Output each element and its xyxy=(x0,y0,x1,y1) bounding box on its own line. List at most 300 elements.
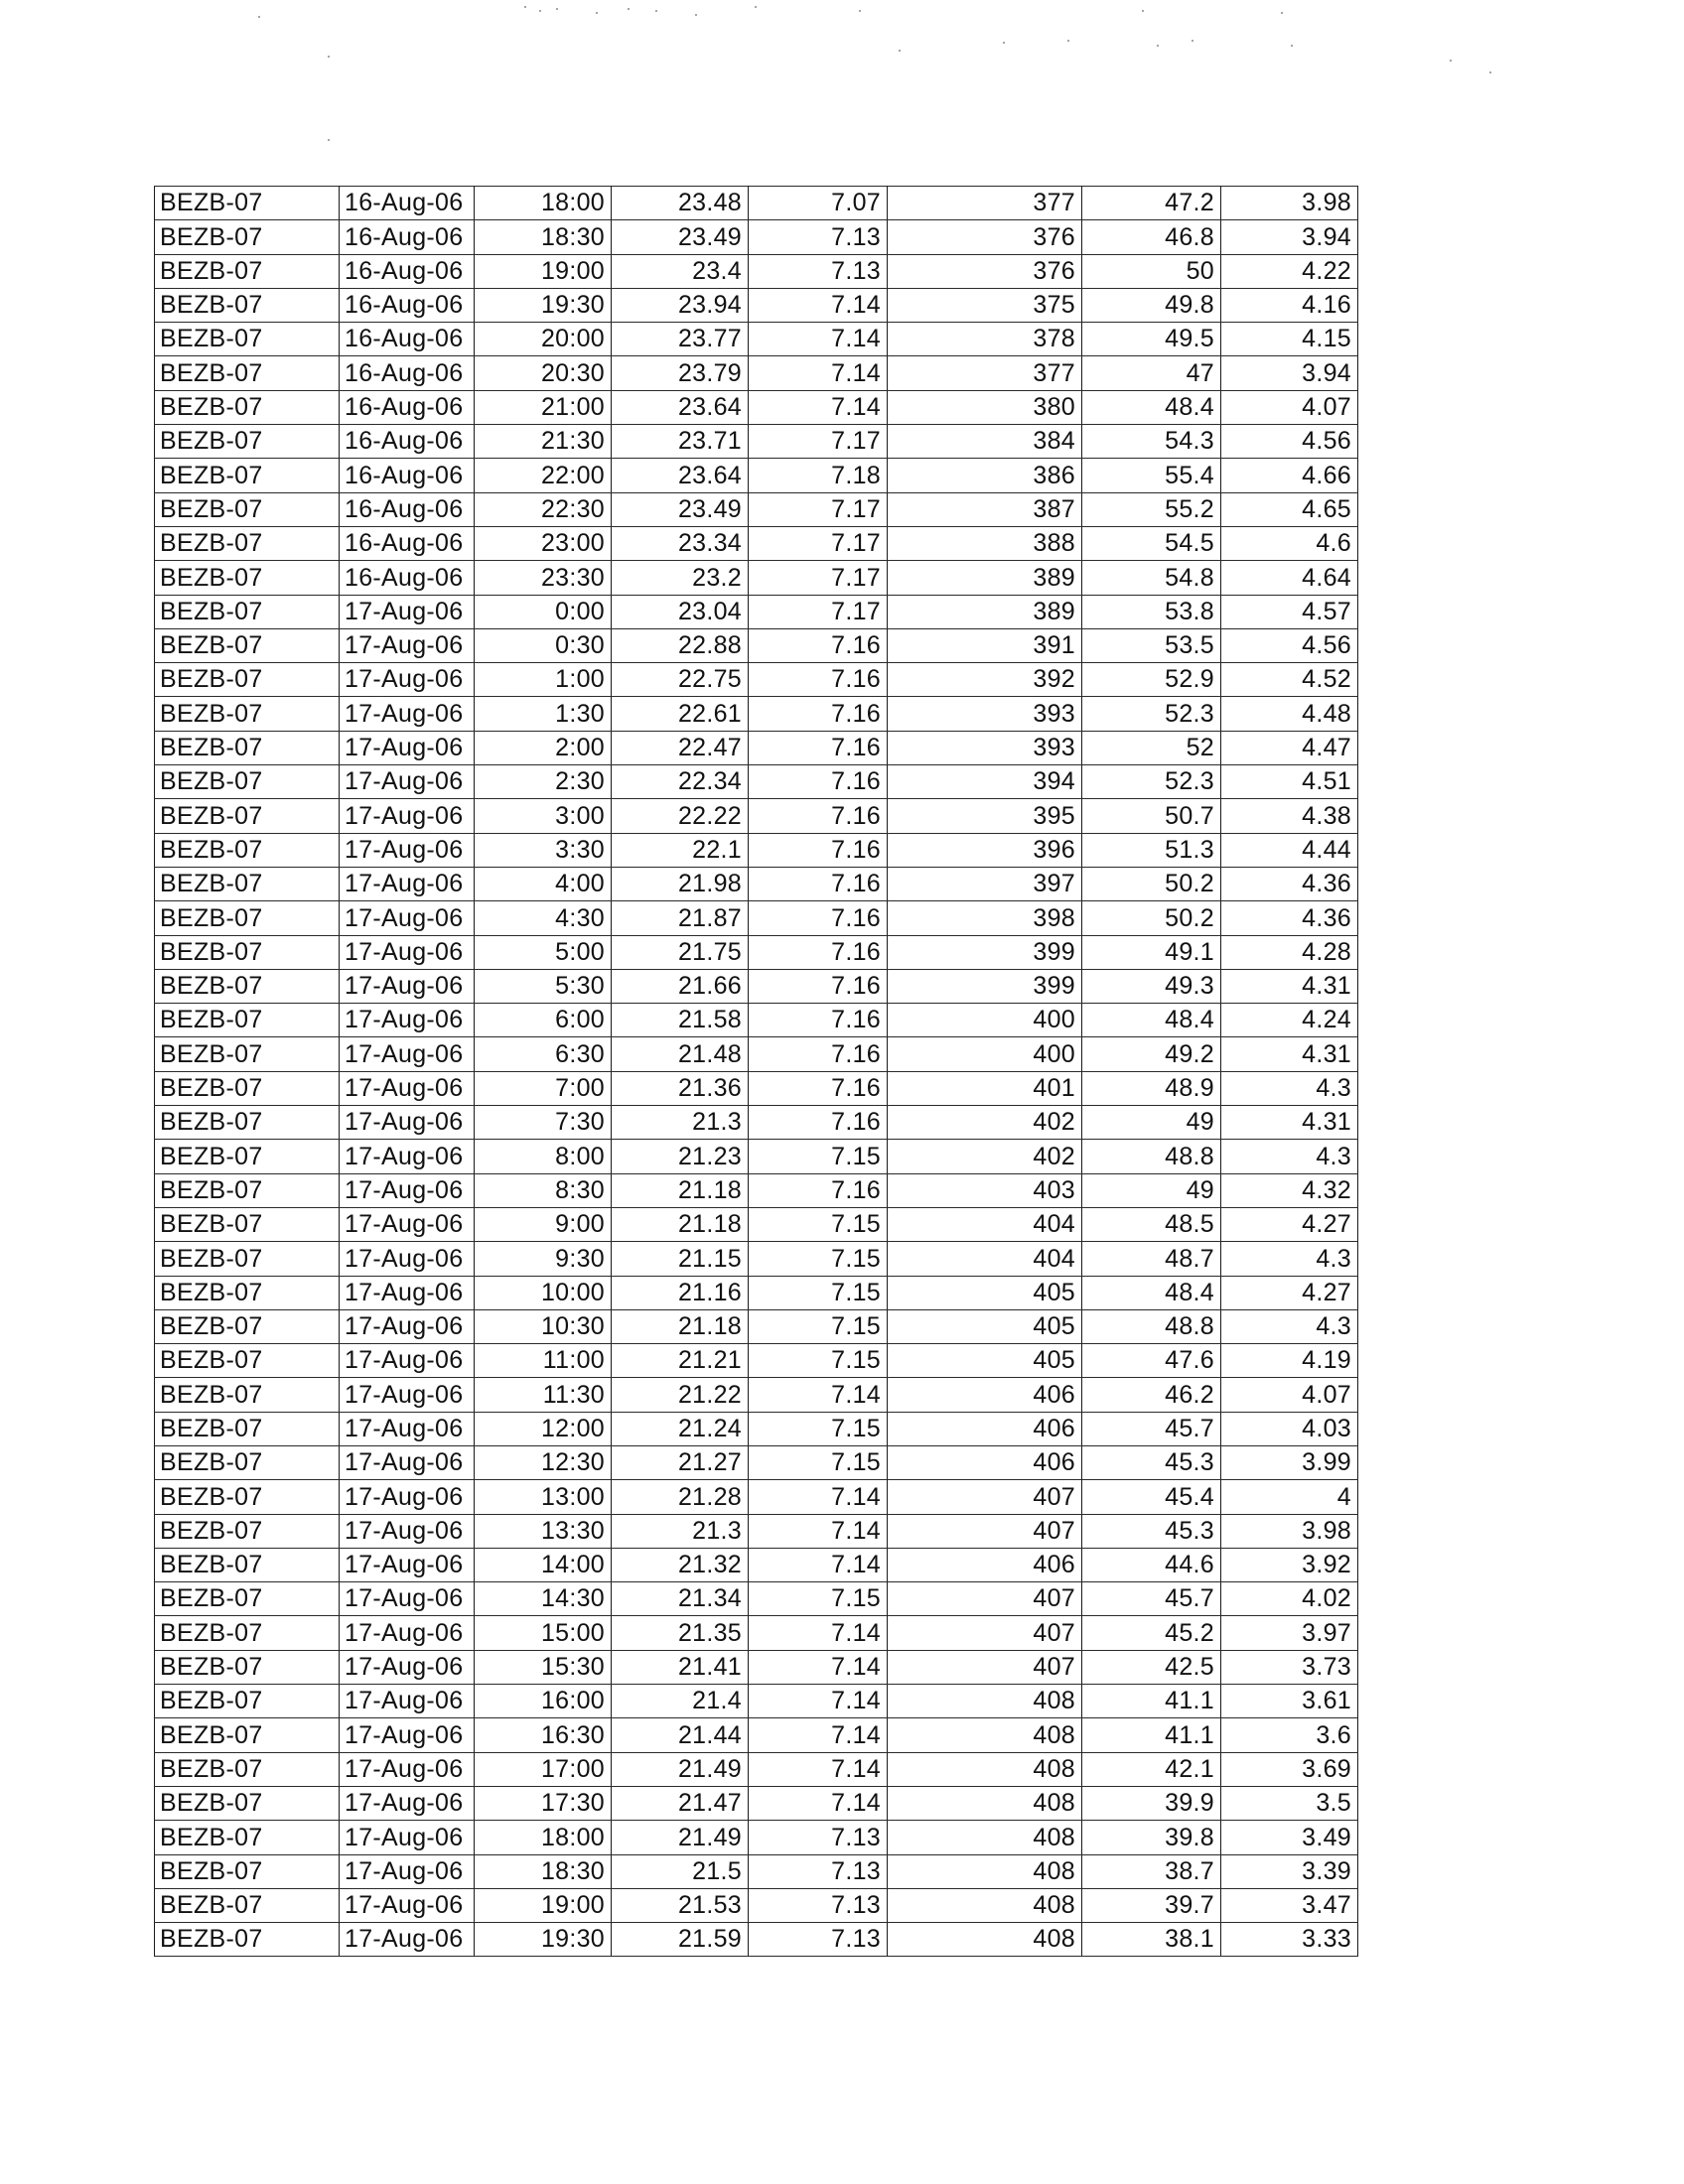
time-cell: 21:00 xyxy=(475,390,612,424)
dissolved-oxygen-percent-cell: 45.3 xyxy=(1082,1445,1221,1479)
temperature-cell: 21.75 xyxy=(612,935,749,969)
dissolved-oxygen-cell: 3.49 xyxy=(1221,1821,1358,1854)
dissolved-oxygen-cell: 4.27 xyxy=(1221,1276,1358,1309)
conductivity-cell: 406 xyxy=(888,1412,1082,1445)
dissolved-oxygen-cell: 4.3 xyxy=(1221,1309,1358,1343)
dissolved-oxygen-cell: 4.66 xyxy=(1221,459,1358,492)
temperature-cell: 21.36 xyxy=(612,1071,749,1105)
date-cell: 17-Aug-06 xyxy=(340,1616,475,1650)
dissolved-oxygen-cell: 3.99 xyxy=(1221,1445,1358,1479)
temperature-cell: 23.49 xyxy=(612,220,749,254)
dissolved-oxygen-cell: 4.56 xyxy=(1221,425,1358,459)
dissolved-oxygen-percent-cell: 48.8 xyxy=(1082,1140,1221,1173)
site-id-cell: BEZB-07 xyxy=(155,1445,340,1479)
dissolved-oxygen-cell: 4.32 xyxy=(1221,1173,1358,1207)
ph-cell: 7.16 xyxy=(749,867,888,900)
scan-speck xyxy=(899,50,901,52)
scan-speck xyxy=(1003,42,1005,44)
site-id-cell: BEZB-07 xyxy=(155,1140,340,1173)
time-cell: 1:30 xyxy=(475,697,612,731)
site-id-cell: BEZB-07 xyxy=(155,1616,340,1650)
dissolved-oxygen-percent-cell: 39.7 xyxy=(1082,1888,1221,1922)
dissolved-oxygen-percent-cell: 50.2 xyxy=(1082,867,1221,900)
scan-speck xyxy=(628,8,630,10)
table-row xyxy=(155,1888,1358,1922)
table-row xyxy=(155,1309,1358,1343)
date-cell: 16-Aug-06 xyxy=(340,526,475,560)
time-cell: 4:00 xyxy=(475,867,612,900)
table-row xyxy=(155,663,1358,697)
date-cell: 16-Aug-06 xyxy=(340,356,475,390)
site-id-cell: BEZB-07 xyxy=(155,254,340,288)
conductivity-cell: 408 xyxy=(888,1923,1082,1957)
dissolved-oxygen-percent-cell: 45.7 xyxy=(1082,1582,1221,1616)
scan-speck xyxy=(1489,71,1491,73)
temperature-cell: 23.64 xyxy=(612,459,749,492)
ph-cell: 7.15 xyxy=(749,1445,888,1479)
ph-cell: 7.15 xyxy=(749,1412,888,1445)
time-cell: 2:30 xyxy=(475,765,612,799)
conductivity-cell: 408 xyxy=(888,1685,1082,1718)
date-cell: 17-Aug-06 xyxy=(340,1071,475,1105)
scan-speck xyxy=(328,139,330,141)
dissolved-oxygen-cell: 3.5 xyxy=(1221,1786,1358,1820)
conductivity-cell: 406 xyxy=(888,1378,1082,1412)
site-id-cell: BEZB-07 xyxy=(155,595,340,628)
time-cell: 9:00 xyxy=(475,1207,612,1241)
site-id-cell: BEZB-07 xyxy=(155,561,340,595)
conductivity-cell: 393 xyxy=(888,697,1082,731)
conductivity-cell: 407 xyxy=(888,1514,1082,1548)
temperature-cell: 21.24 xyxy=(612,1412,749,1445)
dissolved-oxygen-cell: 4.24 xyxy=(1221,1004,1358,1037)
ph-cell: 7.13 xyxy=(749,254,888,288)
dissolved-oxygen-percent-cell: 41.1 xyxy=(1082,1685,1221,1718)
dissolved-oxygen-percent-cell: 39.8 xyxy=(1082,1821,1221,1854)
conductivity-cell: 375 xyxy=(888,288,1082,322)
temperature-cell: 23.34 xyxy=(612,526,749,560)
date-cell: 17-Aug-06 xyxy=(340,1854,475,1888)
time-cell: 20:00 xyxy=(475,323,612,356)
table-row xyxy=(155,1037,1358,1071)
scan-speck xyxy=(328,56,330,58)
data-table xyxy=(154,186,1358,1957)
conductivity-cell: 401 xyxy=(888,1071,1082,1105)
site-id-cell: BEZB-07 xyxy=(155,969,340,1003)
conductivity-cell: 380 xyxy=(888,390,1082,424)
dissolved-oxygen-cell: 4.65 xyxy=(1221,492,1358,526)
conductivity-cell: 397 xyxy=(888,867,1082,900)
ph-cell: 7.15 xyxy=(749,1344,888,1378)
site-id-cell: BEZB-07 xyxy=(155,1242,340,1276)
ph-cell: 7.16 xyxy=(749,969,888,1003)
date-cell: 16-Aug-06 xyxy=(340,220,475,254)
ph-cell: 7.15 xyxy=(749,1276,888,1309)
time-cell: 8:30 xyxy=(475,1173,612,1207)
time-cell: 3:00 xyxy=(475,799,612,833)
date-cell: 17-Aug-06 xyxy=(340,1378,475,1412)
site-id-cell: BEZB-07 xyxy=(155,833,340,867)
dissolved-oxygen-percent-cell: 54.3 xyxy=(1082,425,1221,459)
dissolved-oxygen-percent-cell: 48.4 xyxy=(1082,1276,1221,1309)
date-cell: 17-Aug-06 xyxy=(340,1140,475,1173)
conductivity-cell: 408 xyxy=(888,1786,1082,1820)
site-id-cell: BEZB-07 xyxy=(155,731,340,764)
temperature-cell: 21.66 xyxy=(612,969,749,1003)
ph-cell: 7.14 xyxy=(749,1752,888,1786)
dissolved-oxygen-cell: 3.69 xyxy=(1221,1752,1358,1786)
temperature-cell: 22.61 xyxy=(612,697,749,731)
dissolved-oxygen-cell: 4.31 xyxy=(1221,969,1358,1003)
dissolved-oxygen-cell: 4.03 xyxy=(1221,1412,1358,1445)
table-row xyxy=(155,935,1358,969)
temperature-cell: 23.48 xyxy=(612,187,749,220)
table-row xyxy=(155,1821,1358,1854)
site-id-cell: BEZB-07 xyxy=(155,1888,340,1922)
table-row xyxy=(155,1854,1358,1888)
temperature-cell: 23.71 xyxy=(612,425,749,459)
scan-speck xyxy=(539,10,541,12)
ph-cell: 7.17 xyxy=(749,561,888,595)
date-cell: 17-Aug-06 xyxy=(340,1037,475,1071)
temperature-cell: 23.64 xyxy=(612,390,749,424)
dissolved-oxygen-percent-cell: 45.7 xyxy=(1082,1412,1221,1445)
site-id-cell: BEZB-07 xyxy=(155,459,340,492)
time-cell: 19:00 xyxy=(475,1888,612,1922)
temperature-cell: 21.18 xyxy=(612,1309,749,1343)
date-cell: 17-Aug-06 xyxy=(340,867,475,900)
table-row xyxy=(155,1242,1358,1276)
date-cell: 17-Aug-06 xyxy=(340,1173,475,1207)
site-id-cell: BEZB-07 xyxy=(155,323,340,356)
time-cell: 10:30 xyxy=(475,1309,612,1343)
date-cell: 17-Aug-06 xyxy=(340,799,475,833)
dissolved-oxygen-cell: 4.27 xyxy=(1221,1207,1358,1241)
scan-speck xyxy=(1291,45,1293,47)
site-id-cell: BEZB-07 xyxy=(155,1071,340,1105)
temperature-cell: 21.5 xyxy=(612,1854,749,1888)
conductivity-cell: 399 xyxy=(888,969,1082,1003)
ph-cell: 7.13 xyxy=(749,1888,888,1922)
date-cell: 17-Aug-06 xyxy=(340,628,475,662)
dissolved-oxygen-percent-cell: 45.4 xyxy=(1082,1480,1221,1514)
site-id-cell: BEZB-07 xyxy=(155,1923,340,1957)
dissolved-oxygen-cell: 4.51 xyxy=(1221,765,1358,799)
date-cell: 16-Aug-06 xyxy=(340,254,475,288)
table-row xyxy=(155,1207,1358,1241)
conductivity-cell: 392 xyxy=(888,663,1082,697)
dissolved-oxygen-percent-cell: 42.1 xyxy=(1082,1752,1221,1786)
table-row xyxy=(155,1650,1358,1684)
date-cell: 17-Aug-06 xyxy=(340,969,475,1003)
date-cell: 16-Aug-06 xyxy=(340,561,475,595)
temperature-cell: 21.3 xyxy=(612,1514,749,1548)
date-cell: 17-Aug-06 xyxy=(340,697,475,731)
table-row xyxy=(155,1344,1358,1378)
dissolved-oxygen-cell: 4.36 xyxy=(1221,867,1358,900)
dissolved-oxygen-cell: 4.07 xyxy=(1221,390,1358,424)
conductivity-cell: 399 xyxy=(888,935,1082,969)
table-row xyxy=(155,1140,1358,1173)
scan-speck xyxy=(1157,45,1159,47)
time-cell: 11:30 xyxy=(475,1378,612,1412)
dissolved-oxygen-cell: 3.97 xyxy=(1221,1616,1358,1650)
dissolved-oxygen-percent-cell: 48.4 xyxy=(1082,390,1221,424)
temperature-cell: 22.1 xyxy=(612,833,749,867)
temperature-cell: 21.18 xyxy=(612,1173,749,1207)
time-cell: 10:00 xyxy=(475,1276,612,1309)
temperature-cell: 22.88 xyxy=(612,628,749,662)
time-cell: 17:00 xyxy=(475,1752,612,1786)
date-cell: 17-Aug-06 xyxy=(340,1650,475,1684)
ph-cell: 7.16 xyxy=(749,765,888,799)
date-cell: 17-Aug-06 xyxy=(340,1480,475,1514)
conductivity-cell: 384 xyxy=(888,425,1082,459)
table-row xyxy=(155,799,1358,833)
ph-cell: 7.14 xyxy=(749,356,888,390)
table-row xyxy=(155,1276,1358,1309)
site-id-cell: BEZB-07 xyxy=(155,765,340,799)
temperature-cell: 21.15 xyxy=(612,1242,749,1276)
dissolved-oxygen-cell: 4.16 xyxy=(1221,288,1358,322)
conductivity-cell: 402 xyxy=(888,1106,1082,1140)
date-cell: 17-Aug-06 xyxy=(340,1004,475,1037)
table-row xyxy=(155,1106,1358,1140)
ph-cell: 7.16 xyxy=(749,628,888,662)
site-id-cell: BEZB-07 xyxy=(155,1173,340,1207)
site-id-cell: BEZB-07 xyxy=(155,1480,340,1514)
ph-cell: 7.15 xyxy=(749,1207,888,1241)
date-cell: 17-Aug-06 xyxy=(340,1514,475,1548)
conductivity-cell: 391 xyxy=(888,628,1082,662)
temperature-cell: 23.49 xyxy=(612,492,749,526)
date-cell: 16-Aug-06 xyxy=(340,288,475,322)
time-cell: 13:00 xyxy=(475,1480,612,1514)
dissolved-oxygen-cell: 4.44 xyxy=(1221,833,1358,867)
ph-cell: 7.14 xyxy=(749,1718,888,1752)
ph-cell: 7.16 xyxy=(749,731,888,764)
table-body xyxy=(155,187,1358,1957)
ph-cell: 7.16 xyxy=(749,1004,888,1037)
table-row xyxy=(155,492,1358,526)
scan-speck xyxy=(1192,40,1193,42)
date-cell: 16-Aug-06 xyxy=(340,492,475,526)
dissolved-oxygen-percent-cell: 48.4 xyxy=(1082,1004,1221,1037)
table-row xyxy=(155,1786,1358,1820)
conductivity-cell: 403 xyxy=(888,1173,1082,1207)
dissolved-oxygen-cell: 3.47 xyxy=(1221,1888,1358,1922)
site-id-cell: BEZB-07 xyxy=(155,1004,340,1037)
date-cell: 17-Aug-06 xyxy=(340,1106,475,1140)
table-row xyxy=(155,628,1358,662)
date-cell: 17-Aug-06 xyxy=(340,731,475,764)
site-id-cell: BEZB-07 xyxy=(155,1378,340,1412)
dissolved-oxygen-cell: 4.28 xyxy=(1221,935,1358,969)
temperature-cell: 22.22 xyxy=(612,799,749,833)
date-cell: 17-Aug-06 xyxy=(340,1207,475,1241)
dissolved-oxygen-cell: 4.31 xyxy=(1221,1037,1358,1071)
table-row xyxy=(155,459,1358,492)
date-cell: 16-Aug-06 xyxy=(340,425,475,459)
table-row xyxy=(155,1004,1358,1037)
site-id-cell: BEZB-07 xyxy=(155,1106,340,1140)
date-cell: 17-Aug-06 xyxy=(340,595,475,628)
conductivity-cell: 400 xyxy=(888,1004,1082,1037)
dissolved-oxygen-percent-cell: 55.2 xyxy=(1082,492,1221,526)
dissolved-oxygen-cell: 3.98 xyxy=(1221,1514,1358,1548)
table-row xyxy=(155,867,1358,900)
date-cell: 17-Aug-06 xyxy=(340,1923,475,1957)
scan-speck xyxy=(859,10,861,12)
time-cell: 18:00 xyxy=(475,187,612,220)
temperature-cell: 21.59 xyxy=(612,1923,749,1957)
conductivity-cell: 396 xyxy=(888,833,1082,867)
date-cell: 16-Aug-06 xyxy=(340,187,475,220)
date-cell: 17-Aug-06 xyxy=(340,901,475,935)
site-id-cell: BEZB-07 xyxy=(155,1514,340,1548)
table-row xyxy=(155,254,1358,288)
time-cell: 14:30 xyxy=(475,1582,612,1616)
ph-cell: 7.17 xyxy=(749,526,888,560)
date-cell: 17-Aug-06 xyxy=(340,1718,475,1752)
dissolved-oxygen-percent-cell: 45.3 xyxy=(1082,1514,1221,1548)
temperature-cell: 21.28 xyxy=(612,1480,749,1514)
ph-cell: 7.16 xyxy=(749,1173,888,1207)
site-id-cell: BEZB-07 xyxy=(155,425,340,459)
scan-speck xyxy=(655,10,657,12)
site-id-cell: BEZB-07 xyxy=(155,1718,340,1752)
dissolved-oxygen-cell: 4.02 xyxy=(1221,1582,1358,1616)
dissolved-oxygen-percent-cell: 48.5 xyxy=(1082,1207,1221,1241)
table-row xyxy=(155,1514,1358,1548)
table-row xyxy=(155,1445,1358,1479)
dissolved-oxygen-percent-cell: 48.9 xyxy=(1082,1071,1221,1105)
conductivity-cell: 404 xyxy=(888,1242,1082,1276)
dissolved-oxygen-cell: 4.6 xyxy=(1221,526,1358,560)
site-id-cell: BEZB-07 xyxy=(155,1582,340,1616)
conductivity-cell: 408 xyxy=(888,1854,1082,1888)
table-row xyxy=(155,220,1358,254)
dissolved-oxygen-cell: 4.64 xyxy=(1221,561,1358,595)
site-id-cell: BEZB-07 xyxy=(155,187,340,220)
time-cell: 19:00 xyxy=(475,254,612,288)
time-cell: 14:00 xyxy=(475,1548,612,1581)
time-cell: 15:30 xyxy=(475,1650,612,1684)
ph-cell: 7.15 xyxy=(749,1242,888,1276)
table-row xyxy=(155,390,1358,424)
conductivity-cell: 398 xyxy=(888,901,1082,935)
dissolved-oxygen-percent-cell: 41.1 xyxy=(1082,1718,1221,1752)
time-cell: 19:30 xyxy=(475,288,612,322)
conductivity-cell: 406 xyxy=(888,1548,1082,1581)
conductivity-cell: 376 xyxy=(888,254,1082,288)
ph-cell: 7.13 xyxy=(749,1821,888,1854)
temperature-cell: 21.27 xyxy=(612,1445,749,1479)
ph-cell: 7.14 xyxy=(749,1616,888,1650)
dissolved-oxygen-cell: 4.3 xyxy=(1221,1071,1358,1105)
site-id-cell: BEZB-07 xyxy=(155,390,340,424)
conductivity-cell: 377 xyxy=(888,356,1082,390)
dissolved-oxygen-cell: 4.19 xyxy=(1221,1344,1358,1378)
dissolved-oxygen-cell: 4.15 xyxy=(1221,323,1358,356)
ph-cell: 7.13 xyxy=(749,220,888,254)
conductivity-cell: 406 xyxy=(888,1445,1082,1479)
temperature-cell: 21.47 xyxy=(612,1786,749,1820)
time-cell: 23:00 xyxy=(475,526,612,560)
site-id-cell: BEZB-07 xyxy=(155,356,340,390)
dissolved-oxygen-cell: 4.3 xyxy=(1221,1140,1358,1173)
site-id-cell: BEZB-07 xyxy=(155,1276,340,1309)
site-id-cell: BEZB-07 xyxy=(155,628,340,662)
site-id-cell: BEZB-07 xyxy=(155,1548,340,1581)
date-cell: 17-Aug-06 xyxy=(340,1242,475,1276)
temperature-cell: 23.4 xyxy=(612,254,749,288)
dissolved-oxygen-percent-cell: 52 xyxy=(1082,731,1221,764)
dissolved-oxygen-percent-cell: 52.3 xyxy=(1082,697,1221,731)
ph-cell: 7.13 xyxy=(749,1923,888,1957)
table-row xyxy=(155,1582,1358,1616)
conductivity-cell: 394 xyxy=(888,765,1082,799)
conductivity-cell: 389 xyxy=(888,595,1082,628)
time-cell: 13:30 xyxy=(475,1514,612,1548)
table-row xyxy=(155,969,1358,1003)
dissolved-oxygen-percent-cell: 47.6 xyxy=(1082,1344,1221,1378)
time-cell: 21:30 xyxy=(475,425,612,459)
ph-cell: 7.14 xyxy=(749,1650,888,1684)
date-cell: 17-Aug-06 xyxy=(340,1445,475,1479)
dissolved-oxygen-cell: 4.22 xyxy=(1221,254,1358,288)
dissolved-oxygen-cell: 4.47 xyxy=(1221,731,1358,764)
date-cell: 17-Aug-06 xyxy=(340,833,475,867)
time-cell: 23:30 xyxy=(475,561,612,595)
conductivity-cell: 405 xyxy=(888,1309,1082,1343)
time-cell: 7:00 xyxy=(475,1071,612,1105)
time-cell: 22:30 xyxy=(475,492,612,526)
ph-cell: 7.14 xyxy=(749,390,888,424)
site-id-cell: BEZB-07 xyxy=(155,492,340,526)
dissolved-oxygen-percent-cell: 53.5 xyxy=(1082,628,1221,662)
table-row xyxy=(155,697,1358,731)
temperature-cell: 23.94 xyxy=(612,288,749,322)
temperature-cell: 21.18 xyxy=(612,1207,749,1241)
dissolved-oxygen-percent-cell: 53.8 xyxy=(1082,595,1221,628)
temperature-cell: 23.2 xyxy=(612,561,749,595)
table-row xyxy=(155,765,1358,799)
dissolved-oxygen-percent-cell: 49.1 xyxy=(1082,935,1221,969)
conductivity-cell: 407 xyxy=(888,1582,1082,1616)
conductivity-cell: 407 xyxy=(888,1480,1082,1514)
site-id-cell: BEZB-07 xyxy=(155,867,340,900)
conductivity-cell: 404 xyxy=(888,1207,1082,1241)
site-id-cell: BEZB-07 xyxy=(155,901,340,935)
dissolved-oxygen-percent-cell: 52.3 xyxy=(1082,765,1221,799)
ph-cell: 7.17 xyxy=(749,595,888,628)
temperature-cell: 21.49 xyxy=(612,1821,749,1854)
table-row xyxy=(155,288,1358,322)
time-cell: 11:00 xyxy=(475,1344,612,1378)
date-cell: 17-Aug-06 xyxy=(340,1752,475,1786)
date-cell: 17-Aug-06 xyxy=(340,1309,475,1343)
table-row xyxy=(155,356,1358,390)
temperature-cell: 21.35 xyxy=(612,1616,749,1650)
temperature-cell: 21.44 xyxy=(612,1718,749,1752)
date-cell: 17-Aug-06 xyxy=(340,765,475,799)
conductivity-cell: 395 xyxy=(888,799,1082,833)
temperature-cell: 21.32 xyxy=(612,1548,749,1581)
table-row xyxy=(155,425,1358,459)
dissolved-oxygen-percent-cell: 38.7 xyxy=(1082,1854,1221,1888)
table-row xyxy=(155,1480,1358,1514)
